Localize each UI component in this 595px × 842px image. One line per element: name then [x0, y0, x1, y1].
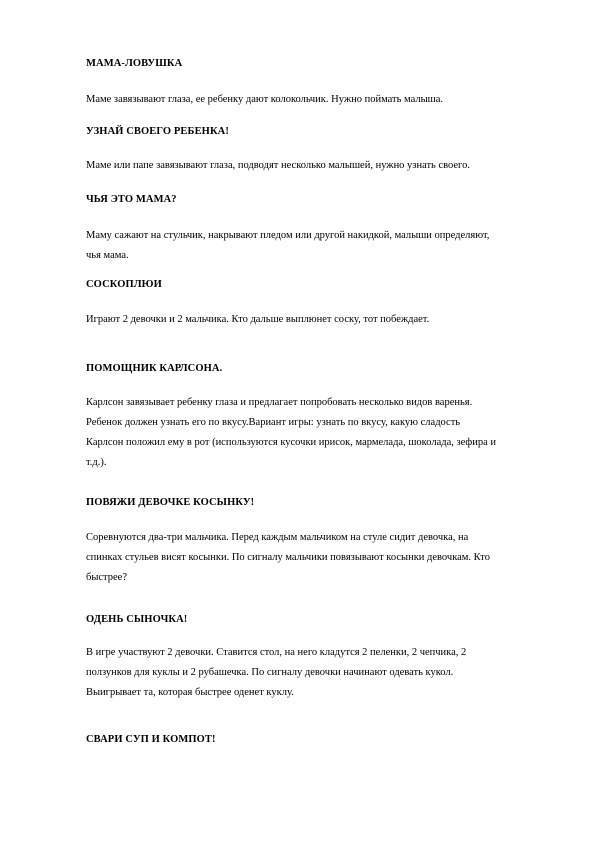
section-title-svari-sup-i-kompot: СВАРИ СУП И КОМПОТ! [86, 734, 216, 745]
text-line: Карлсон завязывает ребенку глаза и предлагает попробовать несколько видов варенья. [86, 397, 473, 408]
text-line: Играют 2 девочки и 2 мальчика. Кто дальше выплюнет соску, тот побеждает. [86, 314, 430, 325]
section-title-povyazhi-devochke-kosynku: ПОВЯЖИ ДЕВОЧКЕ КОСЫНКУ! [86, 497, 255, 508]
section-text-oden-synochka [86, 643, 526, 703]
text-line: Маме или папе завязывают глаза, подводят несколько малышей, нужно узнать своего. [86, 160, 470, 171]
text-line: Выигрывает та, которая быстрее оденет куклу. [86, 687, 294, 698]
text-line: Соревнуются два-три мальчика. Перед каждым мальчиком на стуле сидит девочка, на [86, 532, 469, 543]
text-line: чья мама. [86, 250, 129, 261]
section-text-mama-lovushka [86, 90, 526, 110]
section-title-oden-synochka: ОДЕНЬ СЫНОЧКА! [86, 614, 188, 625]
section-title-soskoplyui: СОСКОПЛЮИ [86, 279, 162, 290]
text-line: ползунков для куклы и 2 рубашечка. По сигналу девочки начинают одевать кукол. [86, 667, 454, 678]
section-text-povyazhi-devochke-kosynku [86, 528, 526, 588]
text-line: В игре участвуют 2 девочки. Ставится стол, на него кладутся 2 пеленки, 2 чепчика, 2 [86, 647, 467, 658]
text-line: быстрее? [86, 572, 128, 583]
section-text-pomoshchnik-karlsona [86, 393, 526, 473]
text-line: Карлсон положил ему в рот (используются кусочки ирисок, мармелада, шоколада, зефира и [86, 437, 496, 448]
section-title-pomoshchnik-karlsona: ПОМОЩНИК КАРЛСОНА. [86, 363, 223, 374]
section-text-soskoplyui [86, 310, 526, 330]
text-line: Маму сажают на стульчик, накрывают пледом или другой накидкой, малыши определяют, [86, 230, 490, 241]
section-title-chya-eto-mama: ЧЬЯ ЭТО МАМА? [86, 194, 177, 205]
text-line: спинках стульев висят косынки. По сигналу мальчики повязывают косынки девочкам. Кто [86, 552, 490, 563]
text-line: Маме завязывают глаза, ее ребенку дают колокольчик. Нужно поймать малыша. [86, 94, 444, 105]
section-text-chya-eto-mama [86, 226, 526, 266]
section-text-uznai-svoego-rebenka [86, 156, 526, 176]
text-line: Ребенок должен узнать его по вкусу.Вариант игры: узнать по вкусу, какую сладость [86, 417, 461, 428]
text-line: т.д.). [86, 457, 107, 468]
section-title-uznai-svoego-rebenka: УЗНАЙ СВОЕГО РЕБЕНКА! [86, 126, 229, 137]
section-title-mama-lovushka: МАМА-ЛОВУШКА [86, 58, 183, 69]
